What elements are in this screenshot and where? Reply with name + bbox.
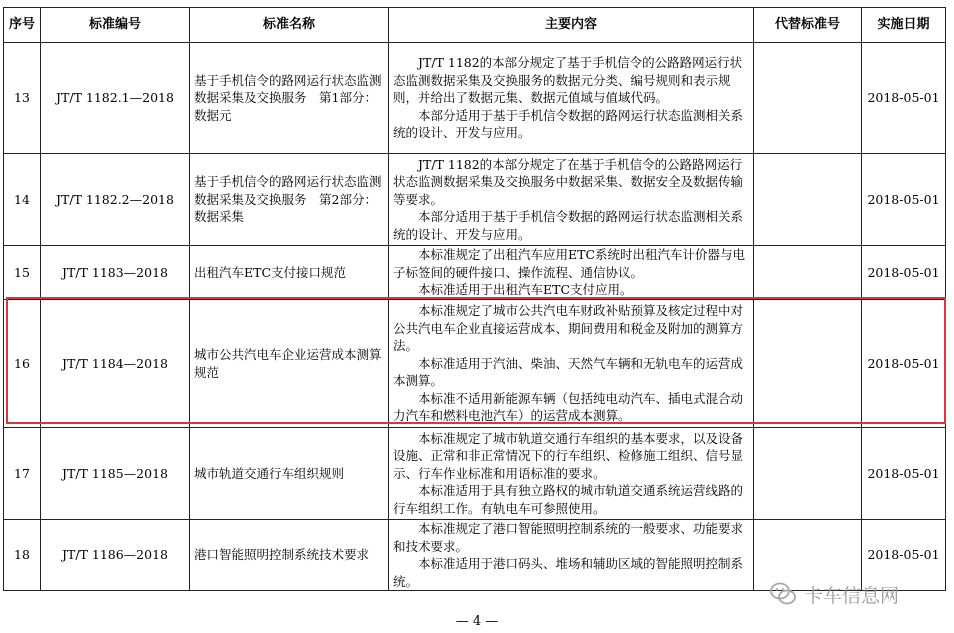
row-content	[389, 520, 754, 591]
row-content	[389, 300, 754, 428]
watermark-text: 卡车信息网	[804, 584, 900, 607]
row-name: 出租汽车ETC支付接口规范	[190, 246, 389, 300]
header-name: 标准名称	[190, 8, 389, 43]
row-no: 17	[4, 428, 41, 520]
row-no: 18	[4, 520, 41, 591]
content-paragraph: 本部分适用于基于手机信令数据的路网运行状态监测相关系统的设计、开发与应用。	[393, 107, 744, 141]
row-content	[389, 154, 754, 246]
row-name: 城市轨道交通行车组织规则	[190, 428, 389, 520]
row-code: JT/T 1183—2018	[41, 246, 190, 300]
row-name: 基于手机信令的路网运行状态监测数据采集及交换服务 第1部分：数据元	[190, 43, 389, 154]
row-name: 港口智能照明控制系统技术要求	[190, 520, 389, 591]
row-code: JT/T 1182.1—2018	[41, 43, 190, 154]
row-no: 15	[4, 246, 41, 300]
row-no: 13	[4, 43, 41, 154]
row-date: 2018-05-01	[862, 154, 946, 246]
content-paragraph: 本标准规定了城市轨道交通行车组织的基本要求，以及设备设施、正常和非正常情况下的行车组织、检修施工组织、信号显示、行车作业标准和用语标准的要求。	[393, 430, 744, 481]
row-name: 城市公共汽电车企业运营成本测算规范	[190, 300, 389, 428]
row-code: JT/T 1182.2—2018	[41, 154, 190, 246]
row-date: 2018-05-01	[862, 300, 946, 428]
wechat-icon	[768, 579, 798, 609]
row-content	[389, 428, 754, 520]
content-paragraph: 本标准适用于港口码头、堆场和辅助区域的智能照明控制系统。	[393, 556, 744, 589]
content-paragraph: 本标准规定了城市公共汽电车财政补贴预算及核定过程中对公共汽电车企业直接运营成本、期间费用和税金及附加的测算方法。	[393, 303, 744, 354]
header-no: 序号	[4, 8, 41, 43]
content-paragraph: 本标准适用于汽油、柴油、天然气车辆和无轨电车的运营成本测算。	[393, 355, 744, 389]
table-row	[4, 300, 946, 428]
row-date: 2018-05-01	[862, 428, 946, 520]
content-paragraph: 本标准适用于具有独立路权的城市轨道交通系统运营线路的行车组织工作。有轨电车可参照使用。	[393, 483, 744, 516]
row-content	[389, 246, 754, 300]
watermark	[768, 578, 899, 610]
row-no: 14	[4, 154, 41, 246]
row-name: 基于手机信令的路网运行状态监测数据采集及交换服务 第2部分：数据采集	[190, 154, 389, 246]
row-date: 2018-05-01	[862, 520, 946, 591]
header-code: 标准编号	[41, 8, 190, 43]
content-paragraph: 本标准规定了港口智能照明控制系统的一般要求、功能要求和技术要求。	[393, 521, 744, 554]
content-paragraph: 本标准适用于出租汽车ETC支付应用。	[418, 282, 633, 298]
row-date: 2018-05-01	[862, 246, 946, 300]
row-date: 2018-05-01	[862, 43, 946, 154]
standards-table	[3, 7, 946, 591]
content-paragraph: JT/T 1182的本部分规定了在基于手机信令的公路路网运行状态监测数据采集及交换服务中数据采集、数据安全及数据传输等要求。	[393, 156, 744, 207]
content-paragraph: JT/T 1182的本部分规定了基于手机信令的公路路网运行状态监测数据采集及交换服务的数据元分类、编号规则和表示规则，并给出了数据元集、数据元值域与值域代码。	[393, 55, 743, 106]
row-code: JT/T 1185—2018	[41, 428, 190, 520]
row-replaced	[754, 154, 862, 246]
row-replaced	[754, 428, 862, 520]
content-paragraph: 本标准不适用新能源车辆（包括纯电动汽车、插电式混合动力汽车和燃料电池汽车）的运营成本测算。	[393, 390, 744, 424]
row-replaced	[754, 246, 862, 300]
table-row	[4, 246, 946, 300]
header-content: 主要内容	[389, 8, 754, 43]
row-content	[389, 43, 754, 154]
table-row	[4, 43, 946, 154]
row-code: JT/T 1184—2018	[41, 300, 190, 428]
row-replaced	[754, 43, 862, 154]
header-replaced: 代替标准号	[754, 8, 862, 43]
content-paragraph: 本标准规定了出租汽车应用ETC系统时出租汽车计价器与电子标签间的硬件接口、操作流程、通信协议。	[393, 247, 746, 280]
content-paragraph: 本部分适用于基于手机信令数据的路网运行状态监测相关系统的设计、开发与应用。	[393, 209, 744, 242]
row-no: 16	[4, 300, 41, 428]
table-header-row	[4, 8, 946, 43]
row-code: JT/T 1186—2018	[41, 520, 190, 591]
table-row	[4, 154, 946, 246]
table-row	[4, 428, 946, 520]
row-replaced	[754, 300, 862, 428]
page-number: — 4 —	[455, 614, 499, 629]
header-date: 实施日期	[862, 8, 946, 43]
